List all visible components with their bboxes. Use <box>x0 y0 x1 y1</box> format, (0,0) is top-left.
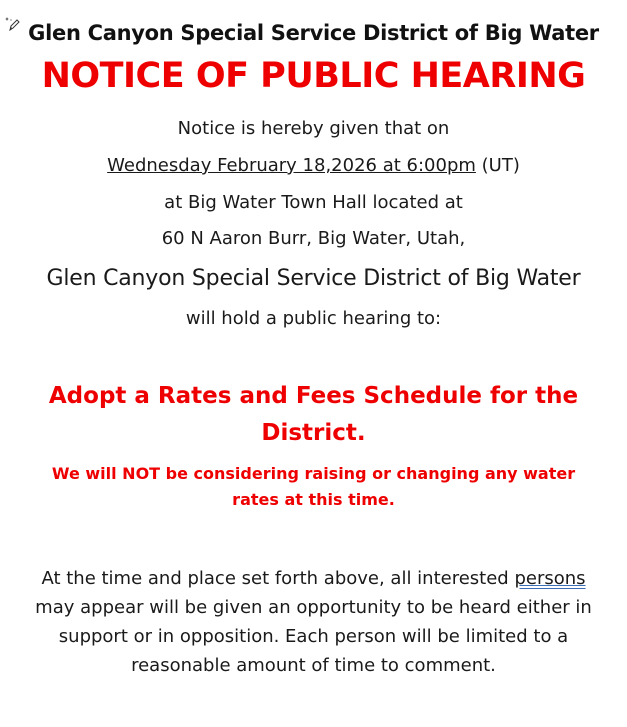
closing-part-2: may appear will be given an opportunity to be heard either in support or in opposition. Each person will be limited to a reasonable amount of time to comment. <box>35 597 592 676</box>
closing-part-1: At the time and place set forth above, all interested <box>41 568 515 589</box>
location-line: at Big Water Town Hall located at <box>164 192 463 213</box>
timezone-label: (UT) <box>475 155 520 176</box>
will-hold-line: will hold a public hearing to: <box>185 308 442 329</box>
hearing-date-time: Wednesday February 18,2026 at 6:00pm <box>107 155 476 176</box>
persons-word: persons <box>514 568 586 589</box>
rates-disclaimer: We will NOT be considering raising or changing any water rates at this time. <box>51 464 576 509</box>
address-line: 60 N Aaron Burr, Big Water, Utah, <box>161 228 466 249</box>
hearing-purpose: Adopt a Rates and Fees Schedule for the District. <box>48 383 579 446</box>
notice-title: NOTICE OF PUBLIC HEARING <box>41 56 586 96</box>
organization-line: Glen Canyon Special Service District of Big Water <box>46 266 581 291</box>
organization-heading: Glen Canyon Special Service District of Big Water <box>28 21 599 45</box>
closing-paragraph <box>30 564 597 680</box>
intro-text: Notice is hereby given that on <box>177 118 450 139</box>
date-line <box>0 155 627 176</box>
